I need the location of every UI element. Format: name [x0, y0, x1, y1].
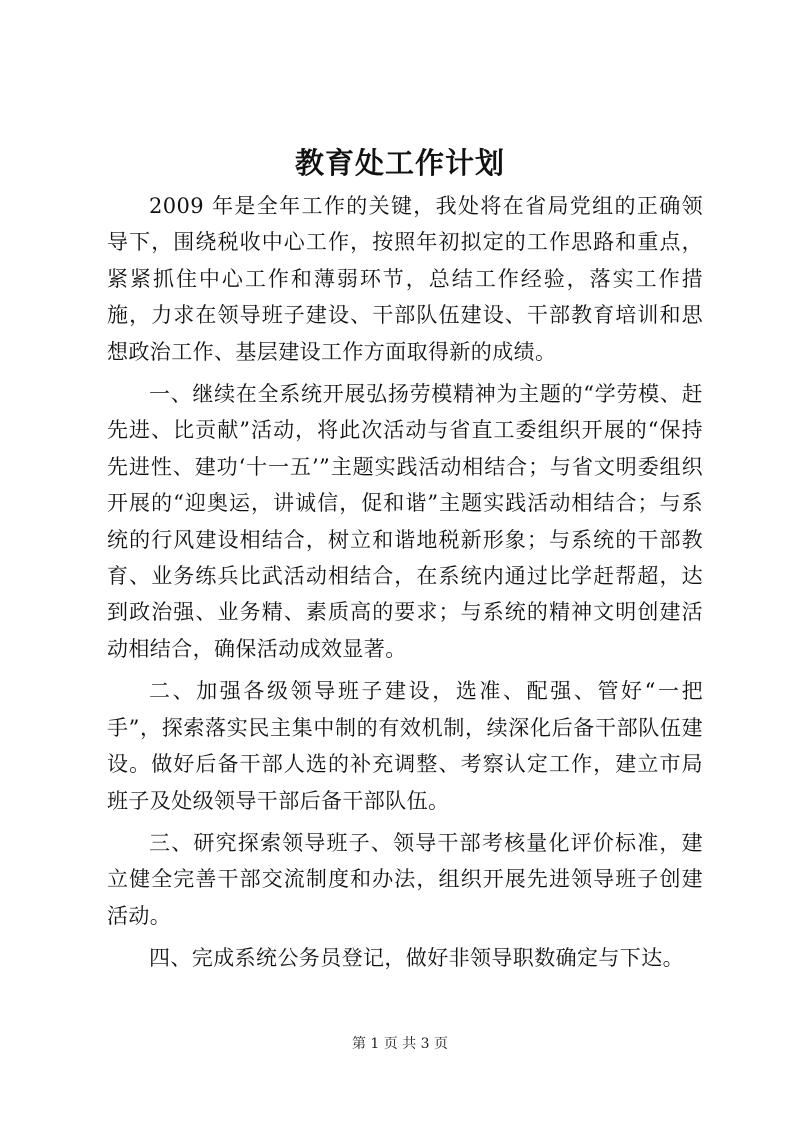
document-body — [107, 188, 703, 983]
paragraph-item-3: 三、研究探索领导班子、领导干部考核量化评价标准，建立健全完善干部交流制度和办法，组织开展先进领导班子创建活动。 — [107, 830, 703, 928]
paragraph-item-1: 一、继续在全系统开展弘扬劳模精神为主题的“学劳模、赶先进、比贡献”活动，将此次活动与省直工委组织开展的“保持先进性、建功‘十一五’”主题实践活动相结合；与省文明委组织开展的“迎奥运，讲诚信，促和谐”主题实践活动相结合；与系统的行风建设相结合，树立和谐地税新形象；与系统的干部教育、业务练兵比武活动相结合，在系统内通过比学赶帮超，达到政治强、业务精、素质高的要求；与系统的精神文明创建活动相结合，确保活动成效显著。 — [107, 382, 703, 661]
paragraph-item-4: 四、完成系统公务员登记，做好非领导职数确定与下达。 — [149, 946, 684, 971]
paragraph-item-2: 二、加强各级领导班子建设，选准、配强、管好“一把手”，探索落实民主集中制的有效机制，续深化后备干部队伍建设。做好后备干部人选的补充调整、考察认定工作，建立市局班子及处级领导干部后备干部队伍。 — [107, 679, 703, 813]
page-number-footer: 第 1 页 共 3 页 — [351, 1036, 449, 1052]
paragraph-intro: 2009 年是全年工作的关键，我处将在省局党组的正确领导下，围绕税收中心工作，按照年初拟定的工作思路和重点，紧紧抓住中心工作和薄弱环节，总结工作经验，落实工作措施，力求在领导班子建设、干部队伍建设、干部教育培训和思想政治工作、基层建设工作方面取得新的成绩。 — [107, 194, 703, 364]
document-title: 教育处工作计划 — [294, 146, 505, 180]
